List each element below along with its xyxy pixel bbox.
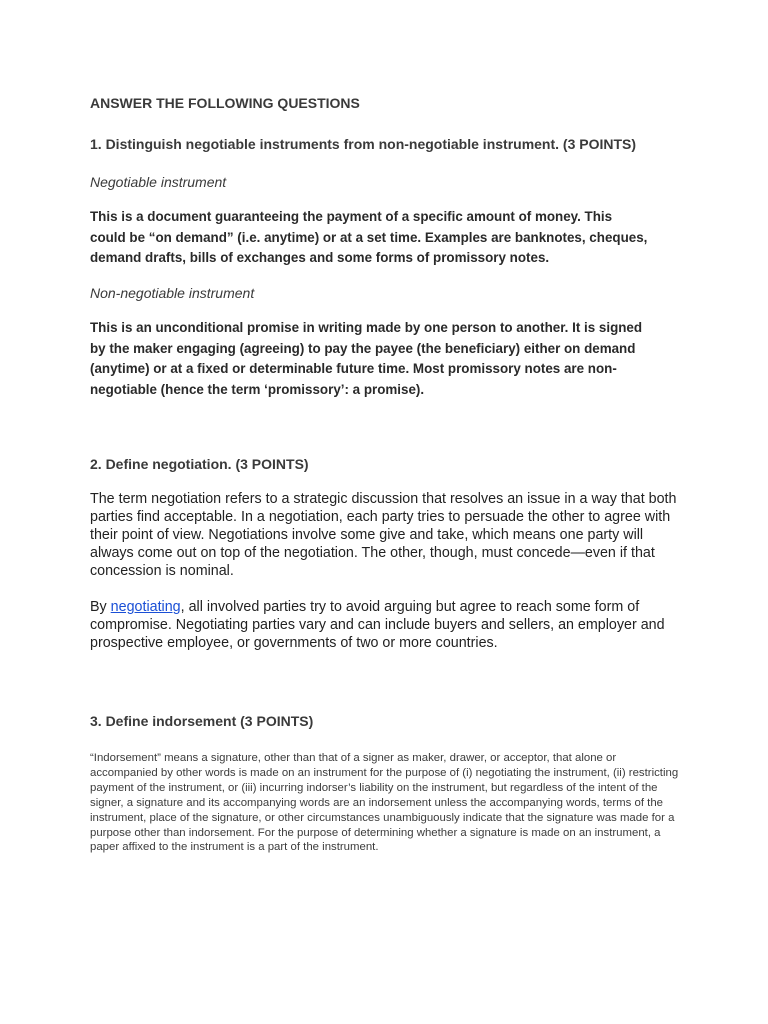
- negotiable-instrument-label: Negotiable instrument: [90, 174, 227, 190]
- non-negotiable-instrument-label: Non-negotiable instrument: [90, 285, 255, 301]
- question-2-heading: 2. Define negotiation. (3 POINTS): [90, 456, 309, 472]
- main-heading: ANSWER THE FOLLOWING QUESTIONS: [90, 95, 360, 111]
- negotiation-definition-paragraph: The term negotiation refers to a strategic discussion that resolves an issue in a way that both parties find acceptable. In a negotiation, each party tries to persuade the other to agree with their point of view. Negotiations involve some give and take, which means one party will always come out on top of the negotiation. The other, though, must concede—even if that concession is nominal.: [90, 491, 677, 579]
- negotiable-instrument-text: This is a document guaranteeing the payment of a specific amount of money. This could be “on demand” (i.e. anytime) or at a set time. Examples are banknotes, cheques, demand drafts, bills of exchanges and some forms of promissory notes.: [90, 209, 648, 265]
- question-1-heading: 1. Distinguish negotiable instruments from non-negotiable instrument. (3 POINTS): [90, 136, 637, 152]
- negotiation-parties-paragraph: [90, 598, 680, 652]
- negotiation-paragraph-prefix: By: [90, 599, 111, 615]
- indorsement-definition-paragraph: “Indorsement” means a signature, other than that of a signer as maker, drawer, or acceptor, that alone or accompanied by other words is made on an instrument for the purpose of (i) negotiating the instrument, (ii) restricting payment of the instrument, or (iii) incurring indorser’s liability on the instrument, but regardless of the intent of the signer, a signature and its accompanying words are an indorsement unless the accompanying words, terms of the instrument, place of the signature, or other circumstances unambiguously indicate that the signature was made for a purpose other than indorsement. For the purpose of determining whether a signature is made on an instrument, a paper affixed to the instrument is a part of the instrument.: [90, 752, 679, 854]
- negotiation-paragraph-rest: , all involved parties try to avoid arguing but agree to reach some form of compromise. Negotiating parties vary and can include buyers and sellers, an employer and prospective employee, or governments of two or more countries.: [90, 599, 665, 651]
- non-negotiable-instrument-text: This is an unconditional promise in writing made by one person to another. It is signed by the maker engaging (agreeing) to pay the payee (the beneficiary) either on demand (anytime) or at a fixed or determinable future time. Most promissory notes are non-negotiable (hence the term ‘promissory’: a promise).: [90, 320, 643, 397]
- negotiating-link[interactable]: negotiating: [110, 599, 181, 615]
- question-3-heading: 3. Define indorsement (3 POINTS): [90, 713, 314, 729]
